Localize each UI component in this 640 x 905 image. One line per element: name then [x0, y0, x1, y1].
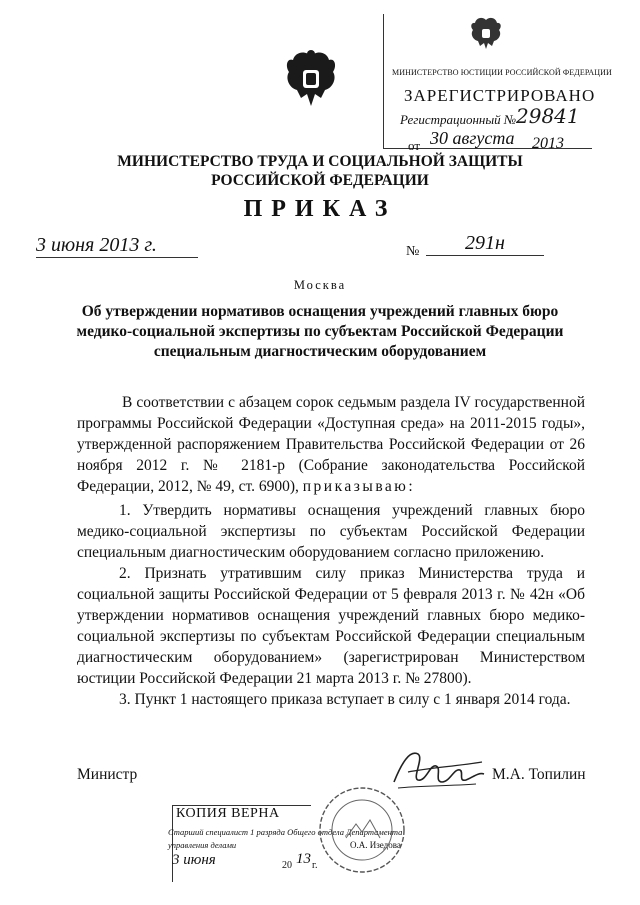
order-subject [60, 302, 580, 362]
item-3: 3. Пункт 1 настоящего приказа вступает в силу с 1 января 2014 года. [119, 691, 571, 708]
subject-line-3: специальным диагностическим оборудованием [153, 343, 487, 360]
copy-stamp-position: Старший специалист 1 разряда Общего отдела Департамента [168, 827, 403, 837]
ministry-heading [0, 152, 640, 190]
minister-name: М.А. Топилин [492, 766, 586, 783]
intro-text: В соответствии с абзацем сорок седьмым раздела IV государственной программы Российской Федерации «Доступная среда» на 2011-2015 годы», утвержденной распоряжением Правительства Российской Федерации от 26 ноября 2012 г. № 2181-р (Собрание законодательства Российской Федерации, 2012, № 49, ст. 6900), [77, 394, 585, 495]
registration-year: 2013 [532, 135, 564, 152]
copy-stamp-title: КОПИЯ ВЕРНА [176, 806, 280, 821]
ministry-line-1: МИНИСТЕРСТВО ТРУДА И СОЦИАЛЬНОЙ ЗАЩИТЫ [117, 153, 523, 170]
registration-title: ЗАРЕГИСТРИРОВАНО [404, 86, 596, 105]
registration-ministry: МИНИСТЕРСТВО ЮСТИЦИИ РОССИЙСКОЙ ФЕДЕРАЦИИ [392, 68, 612, 77]
ministry-line-2: РОССИЙСКОЙ ФЕДЕРАЦИИ [211, 172, 429, 189]
copy-stamp-year: 13 [296, 851, 311, 867]
minister-title: Министр [77, 766, 138, 783]
copy-stamp-year-suffix: г. [312, 860, 318, 871]
subject-line-2: медико-социальной экспертизы по субъектам Российской Федерации [76, 323, 564, 340]
intro-command: приказываю: [302, 478, 416, 495]
intro-paragraph [77, 392, 585, 497]
copy-stamp-year-prefix: 20 [282, 860, 292, 871]
registration-date: 30 августа [430, 128, 515, 148]
copy-stamp-department: управления делами [168, 840, 237, 850]
coat-of-arms-icon [283, 48, 339, 110]
order-number: 291н [426, 232, 544, 256]
registration-stamp [383, 14, 612, 153]
registration-date-prefix: от [408, 138, 421, 153]
registration-number-label: Регистрационный № [400, 112, 517, 127]
copy-stamp-date: 3 июня [172, 852, 216, 868]
registration-number: 29841 [516, 104, 580, 128]
city: Москва [293, 278, 347, 292]
order-date: 3 июня 2013 г. [36, 234, 198, 258]
order-title: ПРИКАЗ [243, 196, 397, 222]
copy-stamp-initials: О.А. Изедова [350, 840, 401, 850]
small-coat-of-arms-icon [469, 16, 503, 50]
department-seal [316, 784, 408, 876]
subject-line-1: Об утверждении нормативов оснащения учреждений главных бюро [81, 303, 559, 320]
order-number-label: № [406, 244, 420, 259]
item-2: 2. Признать утратившим силу приказ Министерства труда и социальной защиты Российской Федерации от 5 февраля 2013 г. № 42н «Об утверждении нормативов оснащения учреждений главных бюро медико-социальной экспертизы по субъектам Российской Федерации специальным диагностическим оборудованием» (зарегистрирован Министерством юстиции Российской Федерации 21 марта 2013 г. № 27800). [77, 565, 585, 687]
item-1: 1. Утвердить нормативы оснащения учреждений главных бюро медико-социальной экспертизы по субъектам Российской Федерации специальным диагностическим оборудованием согласно приложению. [77, 502, 585, 561]
